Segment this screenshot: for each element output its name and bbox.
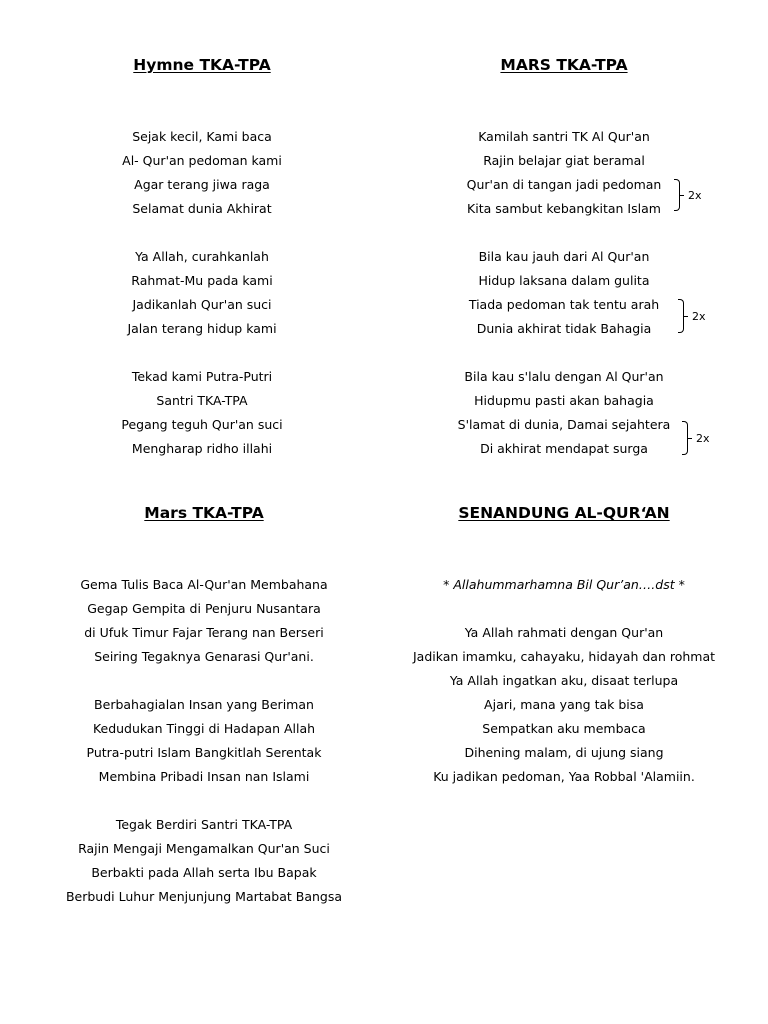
lyric-line: Hidupmu pasti akan bahagia bbox=[474, 393, 654, 408]
lyric-line: Agar terang jiwa raga bbox=[134, 177, 270, 192]
repeat-label: 2x bbox=[692, 309, 706, 323]
lyric-line: Dihening malam, di ujung siang bbox=[464, 745, 664, 760]
lyric-line: Mengharap ridho illahi bbox=[131, 441, 273, 456]
lyric-line: Ya Allah ingatkan aku, disaat terlupa bbox=[449, 673, 679, 688]
lyric-line: Tegak Berdiri Santri TKA-TPA bbox=[115, 817, 293, 832]
lyric-line: Rajin belajar giat beramal bbox=[483, 153, 645, 168]
lyric-line: Rajin Mengaji Mengamalkan Qur'an Suci bbox=[78, 841, 330, 856]
lyric-line: Selamat dunia Akhirat bbox=[132, 201, 272, 216]
lyric-line: Jadikan imamku, cahayaku, hidayah dan rohmat bbox=[412, 649, 716, 664]
lyric-line: Ajari, mana yang tak bisa bbox=[484, 697, 644, 712]
repeat-label: 2x bbox=[688, 188, 702, 202]
lyric-line: S'lamat di dunia, Damai sejahtera bbox=[457, 417, 671, 432]
song-title: Hymne TKA-TPA bbox=[133, 56, 271, 74]
lyric-line: Gema Tulis Baca Al-Qur'an Membahana bbox=[80, 577, 328, 592]
lyric-line: Berbahagialan Insan yang Beriman bbox=[94, 697, 314, 712]
lyric-line: Ya Allah rahmati dengan Qur'an bbox=[464, 625, 664, 640]
lyric-line: Kedudukan Tinggi di Hadapan Allah bbox=[92, 721, 316, 736]
lyrics bbox=[434, 125, 710, 461]
song-title: Mars TKA-TPA bbox=[144, 504, 264, 522]
bracket-icon bbox=[674, 179, 680, 211]
song-title: MARS TKA-TPA bbox=[500, 56, 628, 74]
bracket-icon bbox=[678, 299, 684, 333]
lyrics bbox=[72, 125, 332, 461]
bracket-icon bbox=[682, 421, 688, 455]
lyric-line: Ya Allah, curahkanlah bbox=[135, 249, 269, 264]
song-hymne-tka-tpa bbox=[72, 55, 332, 461]
lyric-line: Tiada pedoman tak tentu arah bbox=[468, 297, 660, 312]
song-mars-tka-tpa-upper bbox=[434, 55, 710, 461]
lyric-line: Sejak kecil, Kami baca bbox=[132, 129, 272, 144]
lyric-line: Ku jadikan pedoman, Yaa Robbal 'Alamiin. bbox=[433, 769, 695, 784]
lyric-line: Pegang teguh Qur'an suci bbox=[121, 417, 283, 432]
lyric-line: Kita sambut kebangkitan Islam bbox=[467, 201, 661, 216]
lyric-line: Sempatkan aku membaca bbox=[482, 721, 646, 736]
lyrics bbox=[34, 573, 374, 909]
lyric-line: Jalan terang hidup kami bbox=[127, 321, 277, 336]
lyrics bbox=[404, 573, 724, 789]
repeat-label: 2x bbox=[696, 431, 710, 445]
repeat-marker bbox=[682, 421, 710, 455]
lyric-line: Bila kau jauh dari Al Qur'an bbox=[478, 249, 650, 264]
lyric-line: Putra-putri Islam Bangkitlah Serentak bbox=[86, 745, 322, 760]
song-mars-tka-tpa-lower bbox=[34, 503, 374, 909]
repeat-marker bbox=[678, 299, 706, 333]
lyric-line: Tekad kami Putra-Putri bbox=[131, 369, 273, 384]
lyric-line: Jadikanlah Qur'an suci bbox=[132, 297, 272, 312]
lyric-line: di Ufuk Timur Fajar Terang nan Berseri bbox=[84, 625, 324, 640]
lyric-line: Gegap Gempita di Penjuru Nusantara bbox=[87, 601, 321, 616]
lyric-line: Santri TKA-TPA bbox=[156, 393, 248, 408]
song-title: SENANDUNG AL-QUR‘AN bbox=[458, 504, 670, 522]
intro-line: * Allahummarhamna Bil Qur’an….dst * bbox=[443, 577, 685, 592]
lyric-line: Dunia akhirat tidak Bahagia bbox=[476, 321, 652, 336]
lyric-line: Al- Qur'an pedoman kami bbox=[122, 153, 282, 168]
lyric-line: Berbakti pada Allah serta Ibu Bapak bbox=[91, 865, 317, 880]
lyric-line: Membina Pribadi Insan nan Islami bbox=[98, 769, 310, 784]
lyric-line: Hidup laksana dalam gulita bbox=[478, 273, 650, 288]
lyric-line: Di akhirat mendapat surga bbox=[480, 441, 648, 456]
lyric-line: Qur'an di tangan jadi pedoman bbox=[466, 177, 662, 192]
lyric-line: Seiring Tegaknya Genarasi Qur'ani. bbox=[94, 649, 314, 664]
lyric-line: Bila kau s'lalu dengan Al Qur'an bbox=[464, 369, 664, 384]
song-senandung-al-quran bbox=[404, 503, 724, 789]
repeat-marker bbox=[674, 179, 702, 211]
lyric-line: Rahmat-Mu pada kami bbox=[131, 273, 273, 288]
lyric-line: Berbudi Luhur Menjunjung Martabat Bangsa bbox=[65, 889, 343, 904]
lyric-line: Kamilah santri TK Al Qur'an bbox=[478, 129, 650, 144]
